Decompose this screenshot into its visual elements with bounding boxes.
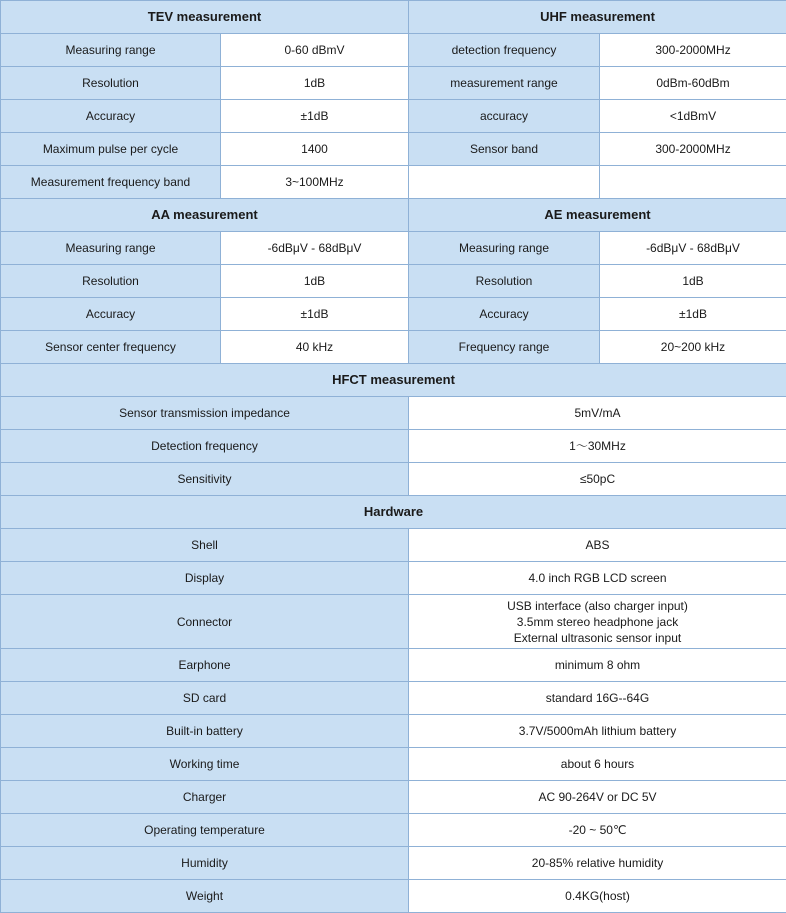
table-row bbox=[1, 133, 786, 166]
empty-cell bbox=[600, 166, 786, 199]
spec-value: 300-2000MHz bbox=[600, 34, 786, 67]
spec-label: Sensor center frequency bbox=[1, 331, 221, 364]
spec-label: Measuring range bbox=[409, 232, 600, 265]
spec-label: Resolution bbox=[1, 265, 221, 298]
spec-value: 1dB bbox=[221, 67, 409, 100]
spec-value-multiline bbox=[409, 595, 786, 649]
spec-value: ±1dB bbox=[221, 100, 409, 133]
table-row bbox=[1, 595, 786, 649]
spec-label: Operating temperature bbox=[1, 814, 409, 847]
spec-label: Accuracy bbox=[1, 100, 221, 133]
hfct-section-title: HFCT measurement bbox=[1, 364, 786, 397]
spec-value: 0dBm-60dBm bbox=[600, 67, 786, 100]
table-row bbox=[1, 397, 786, 430]
spec-label: Maximum pulse per cycle bbox=[1, 133, 221, 166]
tev-section-title: TEV measurement bbox=[1, 1, 409, 34]
table-row bbox=[1, 331, 786, 364]
spec-label: Display bbox=[1, 562, 409, 595]
spec-value: -6dBμV - 68dBμV bbox=[600, 232, 786, 265]
spec-value: about 6 hours bbox=[409, 748, 786, 781]
spec-label: SD card bbox=[1, 682, 409, 715]
spec-value: 3.7V/5000mAh lithium battery bbox=[409, 715, 786, 748]
spec-label: Shell bbox=[1, 529, 409, 562]
spec-value: ABS bbox=[409, 529, 786, 562]
section-header-row bbox=[1, 496, 786, 529]
spec-value: -6dBμV - 68dBμV bbox=[221, 232, 409, 265]
spec-label: Measuring range bbox=[1, 232, 221, 265]
spec-value: <1dBmV bbox=[600, 100, 786, 133]
table-row bbox=[1, 748, 786, 781]
table-row bbox=[1, 166, 786, 199]
spec-label: Humidity bbox=[1, 847, 409, 880]
spec-value: 1dB bbox=[600, 265, 786, 298]
spec-label: Resolution bbox=[409, 265, 600, 298]
spec-label: Built-in battery bbox=[1, 715, 409, 748]
spec-value: 300-2000MHz bbox=[600, 133, 786, 166]
table-row bbox=[1, 781, 786, 814]
spec-value: ≤50pC bbox=[409, 463, 786, 496]
spec-value: ±1dB bbox=[221, 298, 409, 331]
table-row bbox=[1, 100, 786, 133]
table-row bbox=[1, 430, 786, 463]
spec-label: Measurement frequency band bbox=[1, 166, 221, 199]
spec-label: accuracy bbox=[409, 100, 600, 133]
hardware-section-title: Hardware bbox=[1, 496, 786, 529]
spec-value: standard 16G--64G bbox=[409, 682, 786, 715]
table-row bbox=[1, 463, 786, 496]
spec-value: 4.0 inch RGB LCD screen bbox=[409, 562, 786, 595]
spec-value: 0-60 dBmV bbox=[221, 34, 409, 67]
table-row bbox=[1, 682, 786, 715]
spec-value: 1400 bbox=[221, 133, 409, 166]
spec-value: 1～30MHz bbox=[409, 430, 786, 463]
spec-value: 40 kHz bbox=[221, 331, 409, 364]
spec-value: 5mV/mA bbox=[409, 397, 786, 430]
spec-label: Sensitivity bbox=[1, 463, 409, 496]
table-row bbox=[1, 880, 786, 913]
spec-label: measurement range bbox=[409, 67, 600, 100]
spec-value: 0.4KG(host) bbox=[409, 880, 786, 913]
spec-label: Connector bbox=[1, 595, 409, 649]
spec-label: Accuracy bbox=[409, 298, 600, 331]
spec-label: Sensor band bbox=[409, 133, 600, 166]
section-header-row bbox=[1, 1, 786, 34]
table-row bbox=[1, 34, 786, 67]
spec-label: Weight bbox=[1, 880, 409, 913]
uhf-section-title: UHF measurement bbox=[409, 1, 786, 34]
spec-value: AC 90-264V or DC 5V bbox=[409, 781, 786, 814]
spec-label: Detection frequency bbox=[1, 430, 409, 463]
spec-value: 20-85% relative humidity bbox=[409, 847, 786, 880]
spec-label: Frequency range bbox=[409, 331, 600, 364]
section-header-row bbox=[1, 199, 786, 232]
spec-value: 20~200 kHz bbox=[600, 331, 786, 364]
table-row bbox=[1, 232, 786, 265]
spec-label: Charger bbox=[1, 781, 409, 814]
table-row bbox=[1, 562, 786, 595]
section-header-row bbox=[1, 364, 786, 397]
table-row bbox=[1, 67, 786, 100]
aa-section-title: AA measurement bbox=[1, 199, 409, 232]
table-row bbox=[1, 847, 786, 880]
spec-value: 1dB bbox=[221, 265, 409, 298]
spec-label: Resolution bbox=[1, 67, 221, 100]
table-row bbox=[1, 814, 786, 847]
spec-label: Sensor transmission impedance bbox=[1, 397, 409, 430]
spec-label: Accuracy bbox=[1, 298, 221, 331]
spec-label: Earphone bbox=[1, 649, 409, 682]
spec-value: ±1dB bbox=[600, 298, 786, 331]
table-row bbox=[1, 715, 786, 748]
spec-value: -20 ~ 50℃ bbox=[409, 814, 786, 847]
table-row bbox=[1, 529, 786, 562]
table-row bbox=[1, 298, 786, 331]
spec-label: Measuring range bbox=[1, 34, 221, 67]
connector-line: USB interface (also charger input) bbox=[507, 598, 688, 613]
ae-section-title: AE measurement bbox=[409, 199, 786, 232]
connector-line: 3.5mm stereo headphone jack bbox=[516, 614, 679, 629]
spec-label: detection frequency bbox=[409, 34, 600, 67]
table-row bbox=[1, 265, 786, 298]
connector-line: External ultrasonic sensor input bbox=[513, 630, 682, 645]
empty-cell bbox=[409, 166, 600, 199]
spec-value: 3~100MHz bbox=[221, 166, 409, 199]
spec-value: minimum 8 ohm bbox=[409, 649, 786, 682]
table-row bbox=[1, 649, 786, 682]
spec-label: Working time bbox=[1, 748, 409, 781]
